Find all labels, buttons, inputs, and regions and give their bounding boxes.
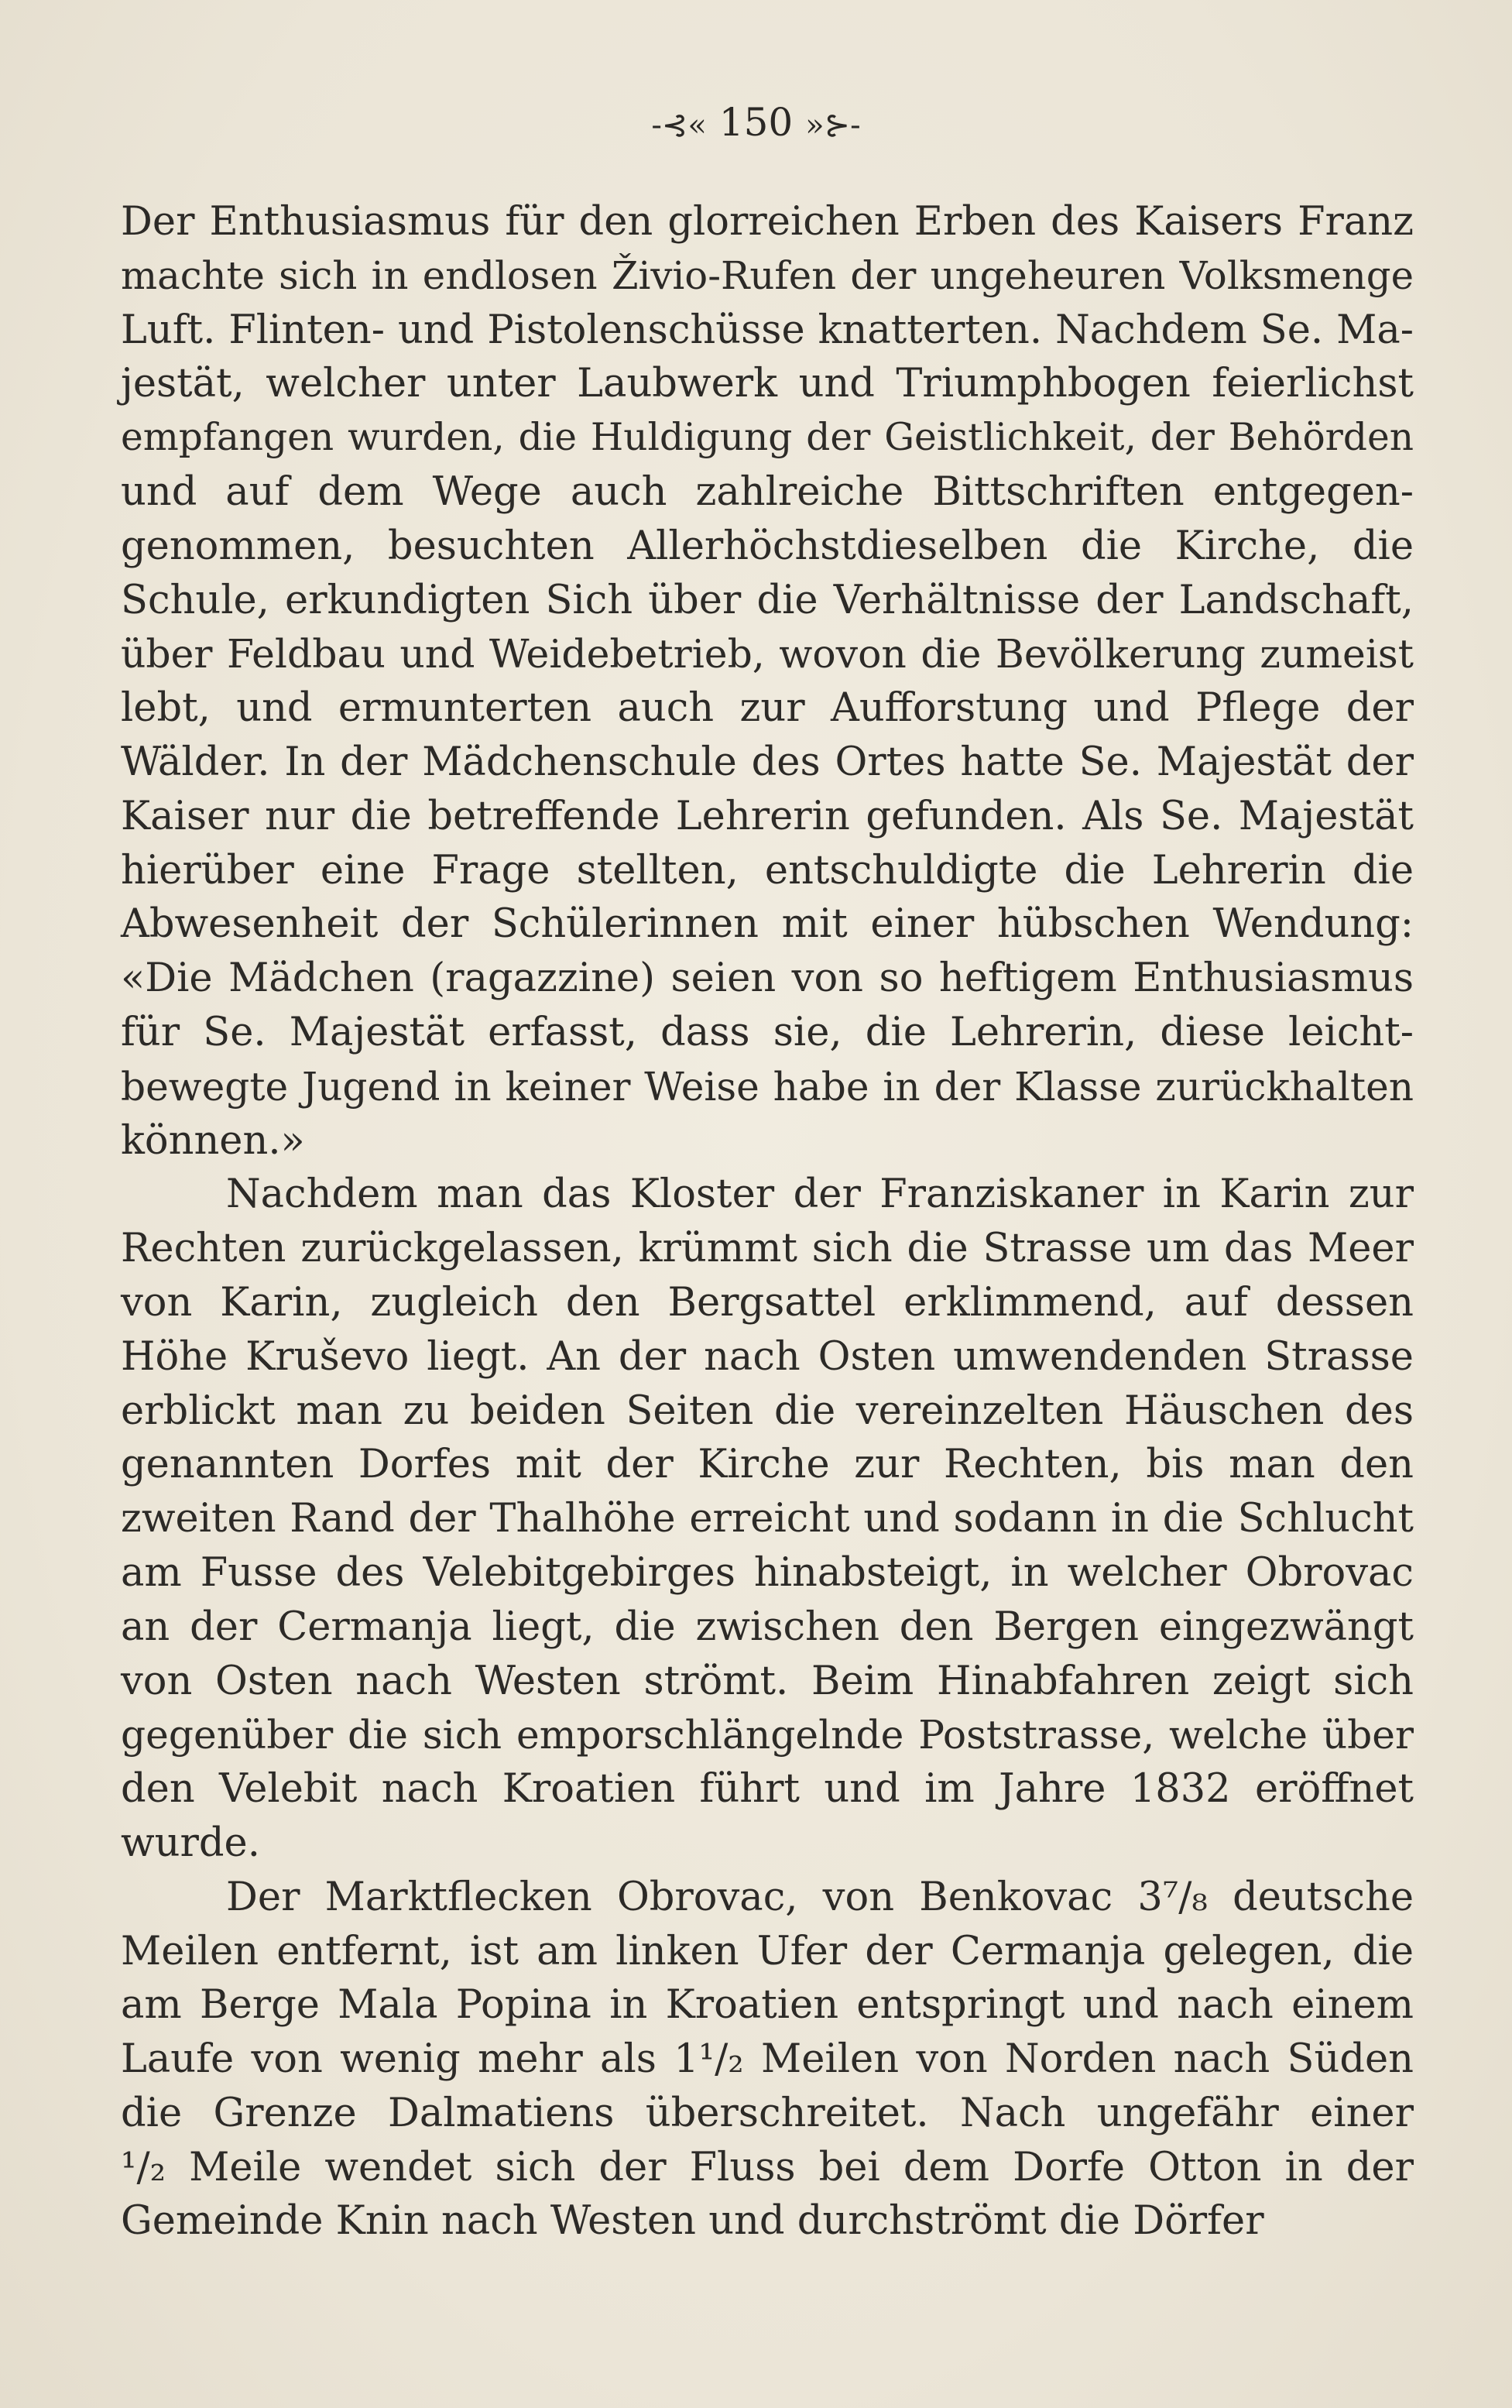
text-line: genommen, besuchten Allerhöchstdieselben die Kirche, die [121,523,1414,569]
text-line: hierüber eine Frage stellten, entschuldigte die Lehrerin die [121,847,1414,894]
text-line: Luft. Flinten- und Pistolenschüsse knatterten. Nachdem Se. Ma- [121,307,1414,353]
text-line: erblickt man zu beiden Seiten die vereinzelten Häuschen des [121,1388,1414,1434]
text-line: Meilen entfernt, ist am linken Ufer der Cermanja gelegen, die [121,1928,1414,1974]
text-line: die Grenze Dalmatiens überschreitet. Nach ungefähr einer [121,2090,1414,2136]
text-line: Wälder. In der Mädchenschule des Ortes hatte Se. Majestät der [121,739,1414,785]
text-line: für Se. Majestät erfasst, dass sie, die Lehrerin, diese leicht- [121,1009,1414,1055]
paragraph [121,1168,1414,1870]
text-line: empfangen wurden, die Huldigung der Geistlichkeit, der Behörden [121,416,1414,460]
paragraph [121,1871,1414,2249]
text-line: genannten Dorfes mit der Kirche zur Rechten, bis man den [121,1442,1414,1488]
text-line: gegenüber die sich emporschlängelnde Poststrasse, welche über [121,1712,1414,1758]
text-line: von Osten nach Westen strömt. Beim Hinabfahren zeigt sich [121,1658,1414,1704]
text-line: lebt, und ermunterten auch zur Aufforstung und Pflege der [121,685,1414,732]
text-line: Der Marktflecken Obrovac, von Benkovac 3⁷/₈ deutsche [226,1874,1414,1920]
paragraph [121,195,1414,1168]
text-line: von Karin, zugleich den Bergsattel erklimmend, auf dessen [121,1279,1414,1326]
text-line: an der Cermanja liegt, die zwischen den Bergen eingezwängt [121,1604,1414,1650]
text-line: Abwesenheit der Schülerinnen mit einer hübschen Wendung: [121,901,1414,948]
ornament-left: -⊰« [651,108,707,143]
text-line: Schule, erkundigten Sich über die Verhältnisse der Landschaft, [121,577,1414,623]
text-line: zweiten Rand der Thalhöhe erreicht und sodann in die Schlucht [121,1496,1414,1542]
text-line: «Die Mädchen (ragazzine) seien von so heftigem Enthusiasmus [121,955,1414,1002]
text-line: wurde. [121,1820,260,1866]
text-line: am Fusse des Velebitgebirges hinabsteigt, in welcher Obrovac [121,1549,1414,1596]
text-line: bewegte Jugend in keiner Weise habe in der Klasse zurückhalten [121,1063,1414,1110]
text-line: ¹/₂ Meile wendet sich der Fluss bei dem Dorfe Otton in der [121,2144,1414,2190]
text-line: über Feldbau und Weidebetrieb, wovon die Bevölkerung zumeist [121,631,1414,677]
text-line: jestät, welcher unter Laubwerk und Triumphbogen feierlichst [121,361,1414,407]
text-line: Höhe Kruševo liegt. An der nach Osten umwendenden Strasse [121,1333,1414,1380]
body-text [121,195,1414,2248]
text-line: und auf dem Wege auch zahlreiche Bittschriften entgegen- [121,468,1414,515]
ornament-right: »⊱- [805,108,861,143]
page-number: 150 [718,100,794,145]
text-line: können.» [121,1117,305,1164]
text-line: Der Enthusiasmus für den glorreichen Erben des Kaisers Franz [121,199,1414,245]
text-line: Nachdem man das Kloster der Franziskaner in Karin zur [226,1171,1414,1218]
text-line: Gemeinde Knin nach Westen und durchströmt die Dörfer [121,2198,1264,2245]
text-line: Laufe von wenig mehr als 1¹/₂ Meilen von Norden nach Süden [121,2036,1414,2083]
text-line: den Velebit nach Kroatien führt und im Jahre 1832 eröffnet [121,1766,1414,1813]
page-header [0,99,1512,149]
text-line: Kaiser nur die betreffende Lehrerin gefunden. Als Se. Majestät [121,793,1414,839]
text-line: machte sich in endlosen Živio-Rufen der ungeheuren Volksmenge [121,252,1414,298]
text-line: am Berge Mala Popina in Kroatien entspringt und nach einem [121,1982,1414,2029]
text-line: Rechten zurückgelassen, krümmt sich die Strasse um das Meer [121,1226,1414,1272]
